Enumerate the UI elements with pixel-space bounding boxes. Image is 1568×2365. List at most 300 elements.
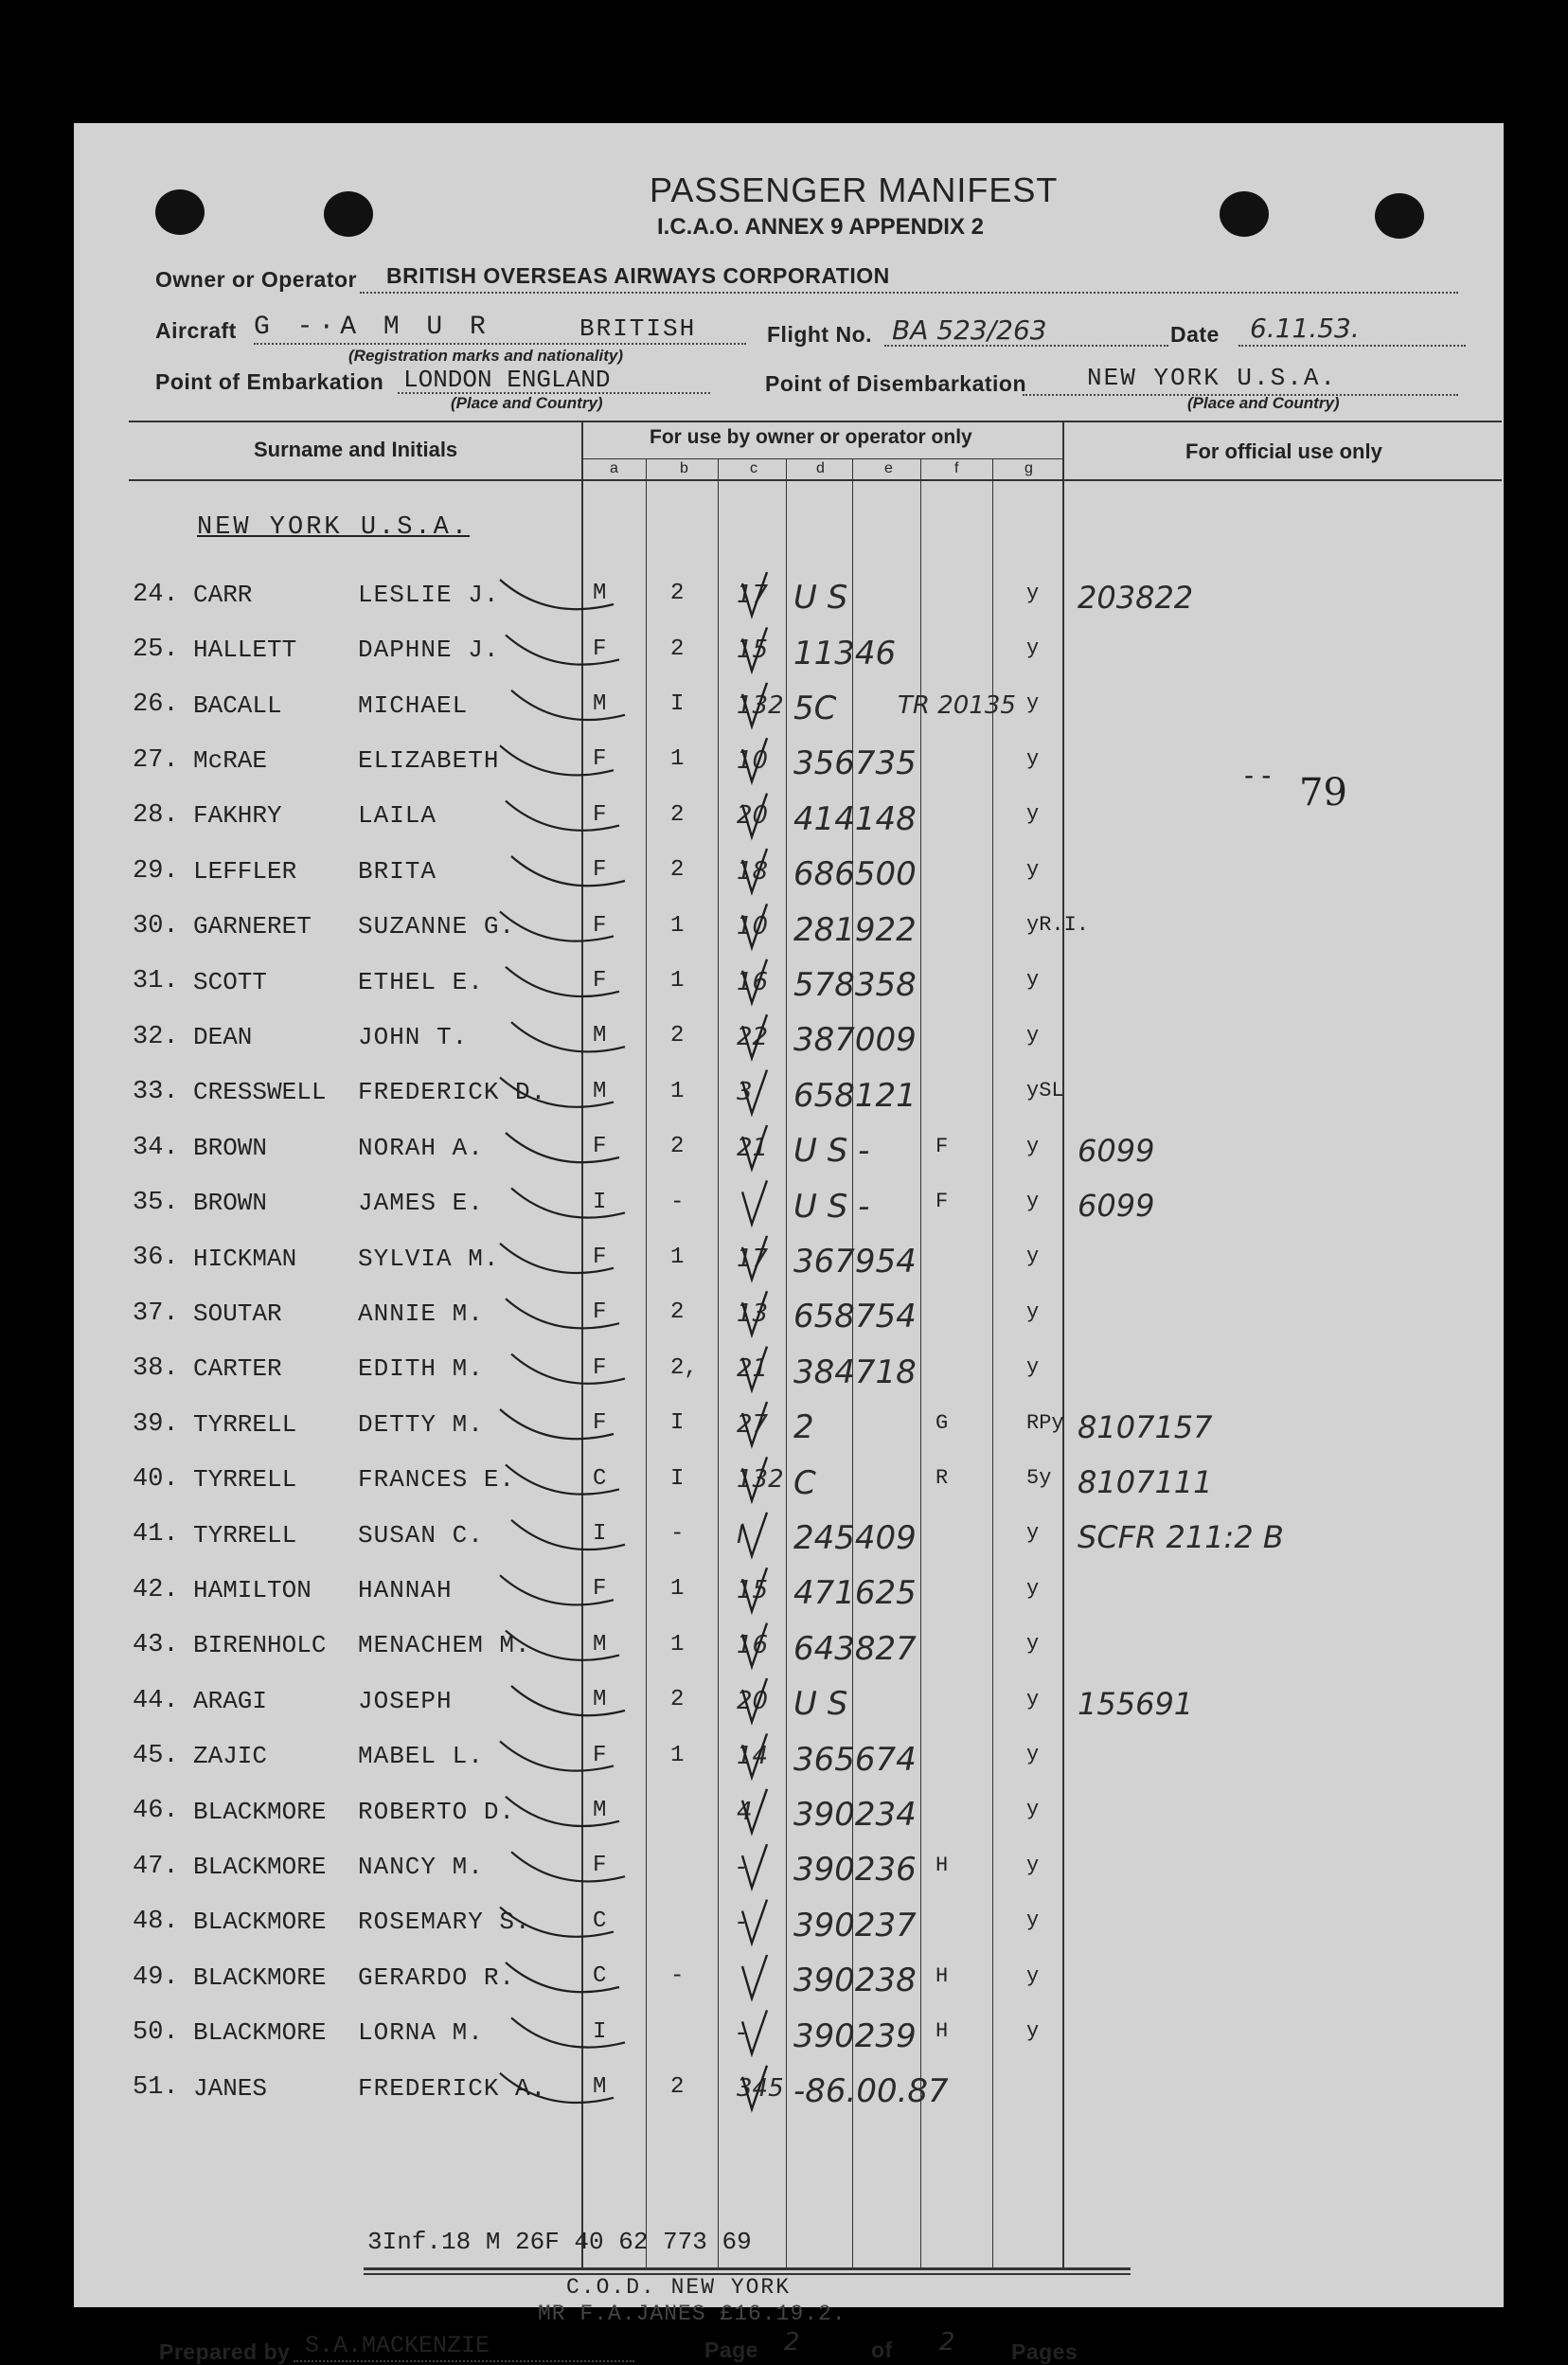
pen-tick bbox=[511, 1686, 625, 1715]
row-number: 32. bbox=[133, 1022, 179, 1051]
cell-g: y bbox=[1026, 1576, 1040, 1601]
disembark-value: NEW YORK U.S.A. bbox=[1087, 364, 1338, 392]
cell-a: I bbox=[593, 1189, 607, 1215]
cell-c: - bbox=[737, 1853, 746, 1881]
cell-c: 15 bbox=[737, 636, 769, 665]
check-mark bbox=[742, 1125, 767, 1169]
check-mark bbox=[742, 1568, 767, 1611]
row-number: 26. bbox=[133, 690, 179, 720]
of-label: of bbox=[871, 2338, 893, 2362]
cell-g: y bbox=[1026, 1908, 1040, 1933]
cell-a: F bbox=[593, 1410, 607, 1437]
check-mark bbox=[742, 959, 767, 1003]
cell-a: F bbox=[593, 1354, 607, 1381]
totals-line: 3Inf.18 M 26F 40 62 773 69 bbox=[367, 2228, 752, 2256]
pen-tick bbox=[506, 1464, 619, 1494]
col-letter-c: c bbox=[750, 460, 757, 476]
passenger-given-names: FREDERICK A. bbox=[358, 2073, 547, 2103]
row-number: 33. bbox=[133, 1078, 179, 1107]
cell-g: y bbox=[1026, 1190, 1040, 1213]
passenger-surname: HAMILTON bbox=[193, 1576, 312, 1604]
passenger-surname: CARTER bbox=[193, 1354, 282, 1384]
pen-tick bbox=[500, 1908, 614, 1937]
passenger-surname: LEFFLER bbox=[193, 856, 297, 886]
cell-g: ySL bbox=[1026, 1079, 1064, 1103]
cell-b: 1 bbox=[670, 912, 685, 939]
cell-g: y bbox=[1026, 802, 1040, 827]
passenger-given-names: DAPHNE J. bbox=[358, 636, 500, 665]
cell-a: F bbox=[593, 1245, 607, 1270]
passenger-surname: HALLETT bbox=[193, 636, 297, 665]
cell-b: 2 bbox=[670, 1299, 685, 1326]
pen-tick bbox=[506, 1631, 619, 1660]
cell-c: - bbox=[737, 2018, 746, 2048]
row-number: 44. bbox=[133, 1686, 179, 1715]
passenger-surname: BLACKMORE bbox=[193, 1908, 327, 1937]
check-mark bbox=[742, 1733, 767, 1777]
form-subtitle: I.C.A.O. ANNEX 9 APPENDIX 2 bbox=[657, 214, 984, 240]
check-mark bbox=[742, 904, 767, 947]
cell-f: R bbox=[935, 1466, 949, 1490]
passenger-given-names: NANCY M. bbox=[358, 1853, 484, 1881]
cell-a: C bbox=[593, 1908, 607, 1934]
passenger-surname: BIRENHOLC bbox=[193, 1631, 327, 1660]
passenger-given-names: ELIZABETH bbox=[358, 746, 500, 775]
disembark-note: (Place and Country) bbox=[1187, 394, 1340, 412]
passenger-surname: McRAE bbox=[193, 746, 268, 775]
cell-c: 21 bbox=[737, 1133, 769, 1162]
cell-official: 203822 bbox=[1078, 579, 1194, 616]
cell-c: 132 bbox=[737, 690, 784, 720]
cell-a: M bbox=[593, 2074, 607, 2100]
passenger-given-names: LAILA bbox=[358, 801, 437, 831]
cell-d: 471625 bbox=[793, 1574, 917, 1613]
row-number: 38. bbox=[133, 1354, 179, 1384]
cell-d: 2 bbox=[793, 1408, 814, 1447]
check-mark bbox=[742, 1623, 767, 1667]
cell-d: 658121 bbox=[793, 1076, 917, 1115]
prepared-label: Prepared by bbox=[159, 2339, 291, 2364]
cell-d: 643827 bbox=[793, 1629, 917, 1668]
cell-c: 22 bbox=[737, 1023, 769, 1051]
cell-b: - bbox=[670, 1189, 685, 1215]
check-mark bbox=[742, 1955, 767, 1998]
passenger-surname: TYRRELL bbox=[193, 1465, 297, 1495]
cell-a: C bbox=[593, 1963, 607, 1990]
cell-b: 2 bbox=[670, 636, 685, 662]
cell-a: M bbox=[593, 691, 607, 717]
disembark-label: Point of Disembarkation bbox=[765, 371, 1027, 396]
passenger-given-names: FRANCES E. bbox=[358, 1465, 516, 1495]
check-mark bbox=[742, 1513, 767, 1556]
row-number: 24. bbox=[133, 580, 179, 609]
cell-g: y bbox=[1026, 746, 1040, 771]
passenger-surname: HICKMAN bbox=[193, 1244, 297, 1273]
passenger-given-names: JOSEPH bbox=[358, 1686, 453, 1715]
passenger-surname: SOUTAR bbox=[193, 1299, 282, 1328]
check-mark bbox=[742, 794, 767, 837]
page-label: Page bbox=[704, 2338, 758, 2362]
cell-g: y bbox=[1026, 968, 1040, 993]
page-value: 2 bbox=[784, 2328, 800, 2356]
cell-g: y bbox=[1026, 1134, 1040, 1158]
cell-d: U S bbox=[793, 1685, 848, 1724]
cell-c: 13 bbox=[737, 1299, 769, 1328]
cell-b: I bbox=[670, 1410, 685, 1437]
cell-official: 155691 bbox=[1078, 1685, 1194, 1722]
cell-a: C bbox=[593, 1465, 607, 1492]
row-number: 49. bbox=[133, 1962, 179, 1992]
check-mark bbox=[742, 1457, 767, 1500]
passenger-given-names: MABEL L. bbox=[358, 1742, 484, 1771]
check-mark bbox=[742, 1291, 767, 1335]
passenger-given-names: ETHEL E. bbox=[358, 967, 484, 996]
cell-g: y bbox=[1026, 1632, 1040, 1657]
check-mark bbox=[742, 683, 767, 726]
pen-tick bbox=[506, 967, 619, 996]
passenger-given-names: EDITH M. bbox=[358, 1354, 484, 1384]
passenger-surname: TYRRELL bbox=[193, 1409, 297, 1439]
passenger-surname: BLACKMORE bbox=[193, 1853, 327, 1881]
cell-a: M bbox=[593, 1798, 607, 1823]
cell-c: 21 bbox=[737, 1354, 769, 1384]
pen-tick bbox=[511, 1354, 625, 1384]
row-number: 42. bbox=[133, 1575, 179, 1604]
pen-tick bbox=[500, 2073, 614, 2103]
pen-tick bbox=[511, 1520, 625, 1550]
cell-d: 390239 bbox=[793, 2016, 917, 2055]
check-mark bbox=[742, 849, 767, 892]
embark-note: (Place and Country) bbox=[451, 394, 603, 412]
row-number: 40. bbox=[133, 1465, 179, 1494]
cell-d: 390236 bbox=[793, 1851, 917, 1890]
cell-a: F bbox=[593, 746, 607, 773]
pen-tick bbox=[500, 1575, 614, 1604]
page-mark: 79 bbox=[1299, 771, 1347, 815]
cell-c: 20 bbox=[737, 801, 769, 831]
pages-label: Pages bbox=[1011, 2339, 1078, 2364]
col-letter-d: d bbox=[816, 460, 825, 476]
cell-g: 5y bbox=[1026, 1466, 1052, 1490]
cell-g: y bbox=[1026, 1743, 1040, 1766]
cell-a: F bbox=[593, 857, 607, 884]
cell-d: U S - bbox=[793, 1187, 870, 1226]
passenger-given-names: MICHAEL bbox=[358, 690, 469, 720]
cell-b: 1 bbox=[670, 1631, 685, 1657]
pen-tick bbox=[506, 1299, 619, 1328]
cell-c: 4 bbox=[737, 1797, 753, 1826]
row-number: 47. bbox=[133, 1852, 179, 1881]
cell-e: TR 20135 bbox=[898, 690, 1016, 720]
date-value: 6.11.53. bbox=[1250, 313, 1360, 344]
embark-label: Point of Embarkation bbox=[155, 369, 384, 394]
cell-b: - bbox=[670, 1963, 685, 1990]
form-title: PASSENGER MANIFEST bbox=[650, 170, 1059, 209]
cell-b: 2 bbox=[670, 1134, 685, 1160]
cell-d: 384718 bbox=[793, 1353, 917, 1391]
pen-tick bbox=[506, 1797, 619, 1826]
cell-b: 1 bbox=[670, 746, 685, 773]
cell-a: F bbox=[593, 1576, 607, 1603]
cell-c: I bbox=[737, 1520, 744, 1550]
cell-f: F bbox=[935, 1190, 949, 1213]
cod-line-2: MR F.A.JANES £16.19.2. bbox=[538, 2302, 846, 2326]
check-mark bbox=[742, 1402, 767, 1445]
cell-a: I bbox=[593, 2018, 607, 2045]
row-number: 27. bbox=[133, 745, 179, 775]
passenger-surname: BLACKMORE bbox=[193, 1962, 327, 1992]
of-value: 2 bbox=[939, 2328, 955, 2356]
cell-d: 658754 bbox=[793, 1298, 917, 1336]
cell-b: 2 bbox=[670, 2074, 685, 2100]
cell-b: 1 bbox=[670, 1078, 685, 1104]
cell-d: 390237 bbox=[793, 1906, 917, 1944]
cell-a: F bbox=[593, 801, 607, 828]
cell-c: 14 bbox=[737, 1742, 769, 1771]
section-heading: NEW YORK U.S.A. bbox=[197, 513, 471, 542]
cell-official: 8107157 bbox=[1078, 1408, 1213, 1445]
cell-g: y bbox=[1026, 636, 1040, 660]
check-mark bbox=[742, 1014, 767, 1058]
check-mark bbox=[742, 1900, 767, 1944]
cell-b: I bbox=[670, 691, 685, 717]
passenger-surname: BLACKMORE bbox=[193, 1797, 327, 1826]
passenger-given-names: BRITA bbox=[358, 856, 437, 886]
cell-g: y bbox=[1026, 1299, 1040, 1324]
embark-value: LONDON ENGLAND bbox=[403, 366, 611, 394]
cod-line-1: C.O.D. NEW YORK bbox=[566, 2275, 792, 2300]
col-header-owner: For use by owner or operator only bbox=[650, 426, 972, 448]
row-number: 48. bbox=[133, 1908, 179, 1937]
check-mark bbox=[742, 1844, 767, 1888]
passenger-surname: GARNERET bbox=[193, 912, 312, 941]
check-mark bbox=[742, 1236, 767, 1280]
cell-a: F bbox=[593, 1299, 607, 1326]
col-letter-f: f bbox=[954, 460, 959, 476]
cell-a: F bbox=[593, 1134, 607, 1160]
passenger-surname: CRESSWELL bbox=[193, 1078, 327, 1107]
row-number: 37. bbox=[133, 1299, 179, 1328]
cell-a: F bbox=[593, 968, 607, 994]
cell-g: y bbox=[1026, 1245, 1040, 1269]
cell-d: 367954 bbox=[793, 1243, 917, 1281]
cell-f: G bbox=[935, 1410, 949, 1435]
row-number: 30. bbox=[133, 912, 179, 941]
cell-c: 27 bbox=[737, 1409, 769, 1439]
cell-c: 345 bbox=[737, 2073, 784, 2103]
passenger-given-names: SUZANNE G. bbox=[358, 912, 516, 941]
aircraft-label: Aircraft bbox=[155, 318, 237, 343]
cell-g: y bbox=[1026, 2019, 1040, 2043]
cell-d: 356735 bbox=[793, 744, 917, 783]
check-mark bbox=[742, 1347, 767, 1390]
check-mark bbox=[742, 572, 767, 616]
cell-d: 414148 bbox=[793, 799, 917, 838]
cell-official: SCFR 211:2 B bbox=[1078, 1519, 1284, 1556]
passenger-surname: BROWN bbox=[193, 1133, 268, 1162]
passenger-surname: CARR bbox=[193, 580, 253, 609]
passenger-given-names: LORNA M. bbox=[358, 2018, 484, 2048]
cell-f: H bbox=[935, 1853, 949, 1877]
row-number: 39. bbox=[133, 1409, 179, 1439]
pen-tick bbox=[511, 856, 625, 886]
check-mark bbox=[742, 1678, 767, 1722]
aircraft-value: G -·A M U R bbox=[254, 313, 491, 342]
row-number: 45. bbox=[133, 1742, 179, 1770]
row-number: 46. bbox=[133, 1797, 179, 1826]
pen-tick bbox=[506, 635, 619, 664]
passenger-given-names: ANNIE M. bbox=[358, 1299, 484, 1328]
col-letter-b: b bbox=[680, 460, 688, 476]
passenger-given-names: JOHN T. bbox=[358, 1023, 469, 1051]
pen-tick bbox=[500, 1741, 614, 1770]
col-letter-g: g bbox=[1025, 460, 1033, 476]
passenger-surname: DEAN bbox=[193, 1023, 253, 1051]
cell-b: - bbox=[670, 1521, 685, 1547]
cell-b: 2 bbox=[670, 1687, 685, 1713]
cell-a: F bbox=[593, 636, 607, 662]
cell-g: y bbox=[1026, 1853, 1040, 1877]
cell-c: 132 bbox=[737, 1465, 784, 1495]
cell-g: y bbox=[1026, 581, 1040, 605]
cell-g: y bbox=[1026, 857, 1040, 882]
check-mark bbox=[742, 738, 767, 781]
cell-a: M bbox=[593, 1078, 607, 1104]
check-mark bbox=[742, 1180, 767, 1224]
cell-g: yR.I. bbox=[1026, 913, 1090, 937]
cell-g: y bbox=[1026, 1963, 1040, 1988]
passenger-surname: JANES bbox=[193, 2073, 268, 2103]
cell-c: 16 bbox=[737, 1631, 769, 1660]
cell-d: U S - bbox=[793, 1132, 870, 1171]
pen-tick bbox=[506, 1962, 619, 1992]
aircraft-note: (Registration marks and nationality) bbox=[348, 347, 623, 365]
cell-g: y bbox=[1026, 1687, 1040, 1711]
passenger-surname: BACALL bbox=[193, 690, 282, 720]
cell-d: U S bbox=[793, 579, 848, 618]
cell-a: M bbox=[593, 581, 607, 607]
pen-tick bbox=[500, 1409, 614, 1439]
cell-b: 1 bbox=[670, 1576, 685, 1603]
pen-tick bbox=[511, 2017, 625, 2047]
cell-b: 1 bbox=[670, 968, 685, 994]
row-number: 29. bbox=[133, 856, 179, 886]
cell-c: 3 bbox=[737, 1078, 753, 1107]
cell-d: -86.00.87 bbox=[793, 2072, 949, 2110]
cell-c: 10 bbox=[737, 912, 769, 941]
prepared-value: S.A.MACKENZIE bbox=[305, 2332, 490, 2359]
check-mark bbox=[742, 627, 767, 671]
cell-official: 6099 bbox=[1078, 1188, 1155, 1224]
check-mark bbox=[742, 1070, 767, 1114]
passenger-given-names: MENACHEM M. bbox=[358, 1631, 531, 1660]
cell-d: 578358 bbox=[793, 966, 917, 1004]
cell-a: F bbox=[593, 1853, 607, 1879]
pen-tick bbox=[511, 1188, 625, 1217]
passenger-given-names: SYLVIA M. bbox=[358, 1244, 500, 1273]
flight-value: BA 523/263 bbox=[892, 314, 1047, 346]
date-label: Date bbox=[1170, 322, 1220, 347]
cell-official: 6099 bbox=[1078, 1132, 1155, 1169]
passenger-surname: TYRRELL bbox=[193, 1520, 297, 1550]
passenger-given-names: ROSEMARY S. bbox=[358, 1908, 531, 1937]
cell-b: I bbox=[670, 1465, 685, 1492]
cell-c: 10 bbox=[737, 746, 769, 775]
row-number: 28. bbox=[133, 801, 179, 831]
cell-b: 2, bbox=[670, 1354, 698, 1381]
cell-b: 2 bbox=[670, 1023, 685, 1049]
cell-c: 15 bbox=[737, 1576, 769, 1604]
passenger-surname: BROWN bbox=[193, 1189, 268, 1218]
owner-value: BRITISH OVERSEAS AIRWAYS CORPORATION bbox=[386, 263, 890, 288]
passenger-given-names: ROBERTO D. bbox=[358, 1797, 516, 1826]
row-number: 43. bbox=[133, 1631, 179, 1660]
pen-tick bbox=[500, 580, 614, 609]
cell-b: 2 bbox=[670, 581, 685, 607]
passenger-given-names: HANNAH bbox=[358, 1576, 453, 1604]
pen-tick bbox=[500, 1078, 614, 1107]
passenger-surname: ZAJIC bbox=[193, 1742, 268, 1771]
cell-c: 17 bbox=[737, 580, 769, 609]
cell-d: 365674 bbox=[793, 1740, 917, 1779]
check-mark bbox=[742, 2066, 767, 2109]
passenger-given-names: SUSAN C. bbox=[358, 1520, 484, 1550]
passenger-given-names: FREDERICK D. bbox=[358, 1078, 547, 1107]
aircraft-nationality: BRITISH bbox=[579, 314, 697, 343]
cell-g: y bbox=[1026, 691, 1040, 716]
pen-tick bbox=[511, 690, 625, 720]
row-number: 41. bbox=[133, 1520, 179, 1550]
passenger-surname: FAKHRY bbox=[193, 801, 282, 831]
check-mark bbox=[742, 1789, 767, 1833]
pen-tick bbox=[500, 911, 614, 941]
row-number: 34. bbox=[133, 1133, 179, 1162]
col-letter-a: a bbox=[610, 460, 618, 476]
passenger-given-names: GERARDO R. bbox=[358, 1962, 516, 1992]
cell-d: 390234 bbox=[793, 1796, 917, 1834]
row-number: 36. bbox=[133, 1244, 179, 1273]
pen-tick bbox=[506, 1133, 619, 1162]
owner-label: Owner or Operator bbox=[155, 267, 357, 292]
page-mark-dashes: - - bbox=[1244, 760, 1272, 791]
cell-g: y bbox=[1026, 1798, 1040, 1822]
cell-f: H bbox=[935, 1963, 949, 1988]
col-header-surname: Surname and Initials bbox=[254, 438, 458, 461]
cell-b: 2 bbox=[670, 801, 685, 828]
row-number: 35. bbox=[133, 1189, 179, 1217]
cell-d: 245409 bbox=[793, 1519, 917, 1557]
col-header-official: For official use only bbox=[1185, 439, 1382, 463]
cell-c: 16 bbox=[737, 967, 769, 996]
cell-g: y bbox=[1026, 1023, 1040, 1048]
cell-b: 2 bbox=[670, 857, 685, 884]
cell-d: 390238 bbox=[793, 1962, 917, 2000]
passenger-given-names: LESLIE J. bbox=[358, 580, 500, 609]
cell-a: F bbox=[593, 912, 607, 939]
cell-d: 387009 bbox=[793, 1021, 917, 1060]
cell-d: 281922 bbox=[793, 910, 917, 949]
row-number: 51. bbox=[133, 2073, 179, 2103]
cell-g: RPy bbox=[1026, 1410, 1064, 1435]
pen-tick bbox=[506, 801, 619, 831]
check-mark bbox=[742, 2010, 767, 2053]
cell-g: y bbox=[1026, 1521, 1040, 1546]
passenger-surname: SCOTT bbox=[193, 967, 268, 996]
cell-a: F bbox=[593, 1742, 607, 1768]
passenger-surname: ARAGI bbox=[193, 1686, 268, 1715]
cell-d: 5C bbox=[793, 690, 837, 727]
cell-a: M bbox=[593, 1631, 607, 1657]
